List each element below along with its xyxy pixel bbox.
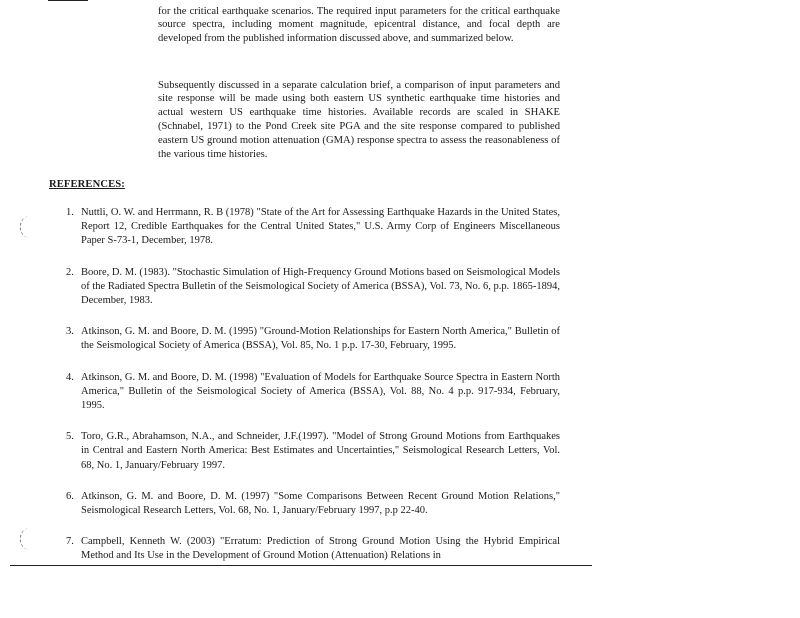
reference-number: 4. (66, 371, 74, 383)
reference-text: Toro, G.R., Abrahamson, N.A., and Schneider, J.F.(1997). "Model of Strong Ground Motions from Earthquakes in Central and Eastern North America: Best Estimates and Uncertainties," Seismological Research Letters, Vol. 68, No. 1, January/February 1997. (81, 431, 560, 471)
reference-item (62, 430, 560, 473)
reference-number: 2. (66, 266, 74, 278)
reference-item (62, 371, 560, 414)
reference-item (62, 535, 560, 563)
reference-number: 3. (66, 326, 74, 338)
reference-item (62, 206, 560, 249)
punch-hole-mark (20, 216, 35, 238)
reference-text: Atkinson, G. M. and Boore, D. M. (1997) "Some Comparisons Between Recent Ground Motion Relations," Seismological Research Letters, Vol. 68, No. 1, January/February 1997, p.p 22-40. (81, 490, 560, 517)
body-paragraph-2: Subsequently discussed in a separate calculation brief, a comparison of input parameters and site response will be made using both eastern US synthetic earthquake time histories and actual western US earthquake time histories. Available records are scaled in SHAKE (Schnabel, 1971) to the Pond Creek site PGA and the site response compared to published eastern US ground motion attenuation (GMA) response spectra to assess the reasonableness of the various time histories. (158, 79, 560, 160)
references-heading: REFERENCES: (49, 179, 125, 190)
body-paragraph-1: for the critical earthquake scenarios. The required input parameters for the critical earthquake source spectra, including moment magnitude, epicentral distance, and focal depth are developed from the published information discussed above, and summarized below. (158, 5, 560, 45)
reference-item (62, 490, 560, 518)
reference-text: Nuttli, O. W. and Herrmann, R. B (1978) "State of the Art for Assessing Earthquake Hazards in the United States, Report 12, Credible Earthquakes for the Central United States," U.S. Army Corp of Engineers Miscellaneous Paper S-73-1, December, 1978. (81, 207, 560, 247)
punch-hole-mark (20, 528, 35, 550)
reference-item (62, 325, 560, 353)
bottom-divider (10, 565, 592, 566)
reference-text: Atkinson, G. M. and Boore, D. M. (1998) "Evaluation of Models for Earthquake Source Spectra in Eastern North America," Bulletin of the Seismological Society of America (BSSA), Vol. 88, No. 4 p.p. 917-934, February, 1995. (81, 371, 560, 412)
reference-text: Atkinson, G. M. and Boore, D. M. (1995) "Ground-Motion Relationships for Eastern North America," Bulletin of the Seismological Society of America (BSSA), Vol. 85, No. 1 p.p. 17-30, February, 1995. (81, 326, 560, 352)
reference-number: 5. (66, 431, 74, 443)
reference-text: Boore, D. M. (1983). "Stochastic Simulation of High-Frequency Ground Motions based on Seismological Models of the Radiated Spectra Bulletin of the Seismological Society of America (BSSA), Vol. 73, No. 6, p.p. 1865-1894, December, 1983. (81, 266, 560, 307)
reference-item (62, 266, 560, 309)
reference-number: 6. (66, 490, 74, 502)
reference-list (62, 206, 560, 581)
reference-number: 7. (66, 536, 74, 548)
reference-text: Campbell, Kenneth W. (2003) "Erratum: Prediction of Strong Ground Motion Using the Hybrid Empirical Method and Its Use in the Development of Ground Motion (Attenuation) Relations in (81, 536, 560, 562)
reference-number: 1. (66, 207, 74, 218)
top-divider (48, 0, 88, 1)
